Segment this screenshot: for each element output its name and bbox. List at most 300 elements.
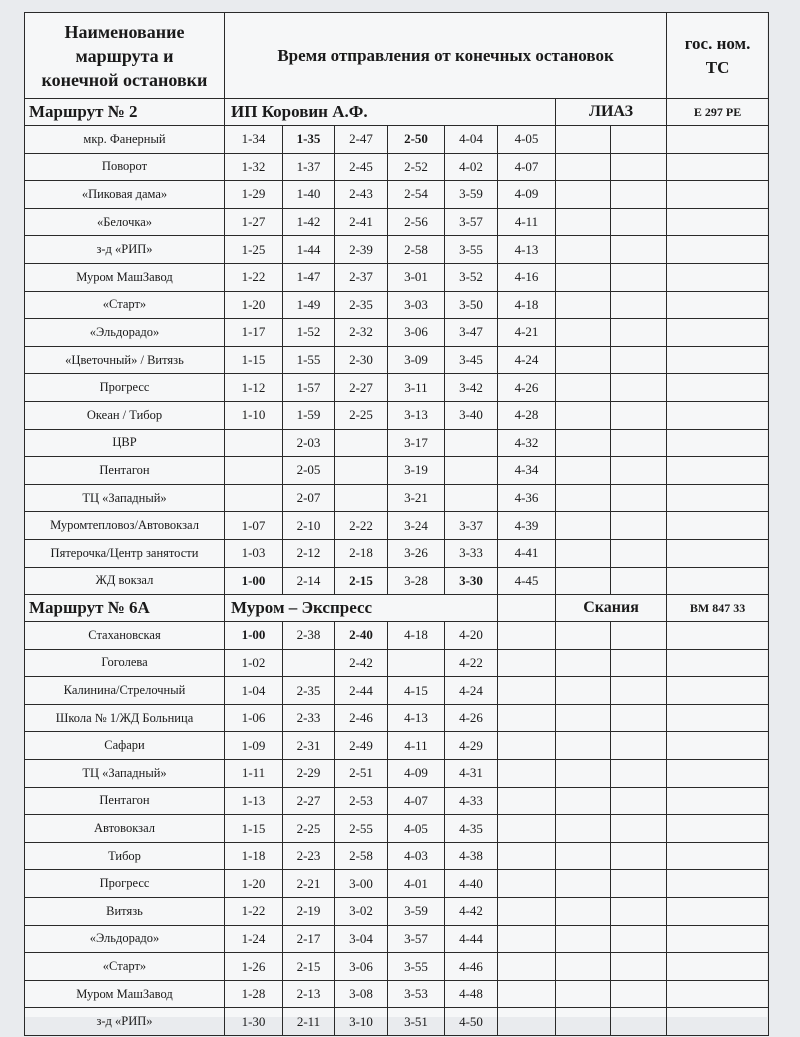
departure-time: 4-11 <box>498 208 556 236</box>
departure-time: 1-09 <box>225 732 283 760</box>
departure-time: 3-55 <box>388 953 445 981</box>
departure-time: 1-11 <box>225 760 283 788</box>
header-route-name: Наименование маршрута и конечной остановки <box>25 13 225 99</box>
plate-cell <box>667 539 769 567</box>
table-row <box>25 980 769 1008</box>
route-6a-carrier: Муром – Экспресс <box>225 595 498 622</box>
departure-time: 1-20 <box>225 291 283 319</box>
departure-time: 1-40 <box>283 181 335 209</box>
departure-time: 1-02 <box>225 649 283 677</box>
departure-time: 3-06 <box>335 953 388 981</box>
departure-time: 2-13 <box>283 980 335 1008</box>
empty-cell <box>611 539 667 567</box>
departure-time <box>335 457 388 485</box>
empty-cell <box>611 374 667 402</box>
departure-time: 3-11 <box>388 374 445 402</box>
empty-cell <box>611 815 667 843</box>
empty-cell <box>611 429 667 457</box>
empty-cell <box>498 677 556 705</box>
empty-cell <box>611 346 667 374</box>
departure-time: 2-35 <box>283 677 335 705</box>
departure-time: 4-46 <box>445 953 498 981</box>
plate-cell <box>667 842 769 870</box>
departure-time: 4-05 <box>498 126 556 154</box>
empty-cell <box>556 732 611 760</box>
empty-cell <box>556 181 611 209</box>
route-6a-header <box>25 595 769 622</box>
plate-cell <box>667 925 769 953</box>
departure-time: 4-11 <box>388 732 445 760</box>
table-row <box>25 181 769 209</box>
departure-time: 4-18 <box>498 291 556 319</box>
plate-cell <box>667 870 769 898</box>
departure-time: 1-35 <box>283 126 335 154</box>
departure-time: 3-08 <box>335 980 388 1008</box>
departure-time: 1-37 <box>283 153 335 181</box>
empty-cell <box>498 622 556 650</box>
table-row <box>25 153 769 181</box>
departure-time: 1-27 <box>225 208 283 236</box>
table-row <box>25 374 769 402</box>
empty-cell <box>611 1008 667 1036</box>
departure-time: 2-05 <box>283 457 335 485</box>
departure-time: 2-44 <box>335 677 388 705</box>
plate-cell <box>667 374 769 402</box>
departure-time <box>335 484 388 512</box>
empty-cell <box>556 704 611 732</box>
departure-time <box>225 429 283 457</box>
departure-time: 2-33 <box>283 704 335 732</box>
departure-time: 2-25 <box>335 401 388 429</box>
table-row <box>25 704 769 732</box>
departure-time: 3-42 <box>445 374 498 402</box>
empty-cell <box>611 512 667 540</box>
stop-name: Стахановская <box>25 622 225 650</box>
departure-time: 3-02 <box>335 898 388 926</box>
departure-time: 4-07 <box>498 153 556 181</box>
stop-name: Пентагон <box>25 457 225 485</box>
table-row <box>25 925 769 953</box>
departure-time <box>225 484 283 512</box>
departure-time: 3-51 <box>388 1008 445 1036</box>
departure-time: 4-21 <box>498 319 556 347</box>
plate-cell <box>667 208 769 236</box>
table-row <box>25 429 769 457</box>
departure-time: 2-27 <box>335 374 388 402</box>
plate-cell <box>667 181 769 209</box>
plate-cell <box>667 429 769 457</box>
departure-time: 4-02 <box>445 153 498 181</box>
stop-name: «Эльдорадо» <box>25 925 225 953</box>
stop-name: «Эльдорадо» <box>25 319 225 347</box>
departure-time: 1-20 <box>225 870 283 898</box>
table-row <box>25 815 769 843</box>
departure-time: 1-44 <box>283 236 335 264</box>
departure-time: 3-53 <box>388 980 445 1008</box>
empty-cell <box>611 732 667 760</box>
departure-time: 2-45 <box>335 153 388 181</box>
stop-name: Сафари <box>25 732 225 760</box>
stop-name: Пентагон <box>25 787 225 815</box>
departure-time: 2-50 <box>388 126 445 154</box>
route-6a-name: Маршрут № 6А <box>25 595 225 622</box>
departure-time: 3-19 <box>388 457 445 485</box>
departure-time: 1-55 <box>283 346 335 374</box>
table-row <box>25 622 769 650</box>
plate-cell <box>667 126 769 154</box>
empty-cell <box>611 677 667 705</box>
stop-name: Муром МашЗавод <box>25 980 225 1008</box>
empty-cell <box>556 925 611 953</box>
table-row <box>25 1008 769 1036</box>
departure-time: 2-51 <box>335 760 388 788</box>
empty-cell <box>498 760 556 788</box>
departure-time: 2-27 <box>283 787 335 815</box>
departure-time: 2-54 <box>388 181 445 209</box>
table-row <box>25 208 769 236</box>
stop-name: Пятерочка/Центр занятости <box>25 539 225 567</box>
plate-cell <box>667 649 769 677</box>
stop-name: Прогресс <box>25 870 225 898</box>
departure-time: 2-10 <box>283 512 335 540</box>
departure-time: 2-58 <box>388 236 445 264</box>
table-row <box>25 319 769 347</box>
departure-time: 4-18 <box>388 622 445 650</box>
stop-name: «Белочка» <box>25 208 225 236</box>
departure-time: 2-22 <box>335 512 388 540</box>
stop-name: мкр. Фанерный <box>25 126 225 154</box>
header-departure-time: Время отправления от конечных остановок <box>225 13 667 99</box>
departure-time <box>445 429 498 457</box>
stop-name: ЖД вокзал <box>25 567 225 595</box>
empty-cell <box>556 760 611 788</box>
departure-time: 1-24 <box>225 925 283 953</box>
empty-cell <box>611 126 667 154</box>
departure-time <box>445 457 498 485</box>
empty-cell <box>611 622 667 650</box>
table-row <box>25 539 769 567</box>
departure-time: 1-04 <box>225 677 283 705</box>
empty-cell <box>611 760 667 788</box>
empty-cell <box>611 953 667 981</box>
departure-time: 1-07 <box>225 512 283 540</box>
stop-name: «Старт» <box>25 291 225 319</box>
empty-cell <box>556 842 611 870</box>
departure-time: 1-49 <box>283 291 335 319</box>
departure-time: 1-12 <box>225 374 283 402</box>
departure-time: 1-18 <box>225 842 283 870</box>
stop-name: Муромтепловоз/Автовокзал <box>25 512 225 540</box>
empty-cell <box>611 263 667 291</box>
plate-cell <box>667 815 769 843</box>
departure-time: 4-05 <box>388 815 445 843</box>
departure-time: 3-59 <box>445 181 498 209</box>
stop-name: Калинина/Стрелочный <box>25 677 225 705</box>
empty-cell <box>498 980 556 1008</box>
departure-time: 3-40 <box>445 401 498 429</box>
departure-time: 1-13 <box>225 787 283 815</box>
departure-time: 1-47 <box>283 263 335 291</box>
empty-cell <box>498 953 556 981</box>
departure-time: 2-42 <box>335 649 388 677</box>
stop-name: Тибор <box>25 842 225 870</box>
empty-cell <box>556 567 611 595</box>
empty-cell <box>498 732 556 760</box>
table-row <box>25 567 769 595</box>
departure-time: 1-06 <box>225 704 283 732</box>
empty-cell <box>611 704 667 732</box>
empty-cell <box>556 401 611 429</box>
empty-cell <box>556 512 611 540</box>
empty-cell <box>611 457 667 485</box>
departure-time: 2-46 <box>335 704 388 732</box>
departure-time: 3-00 <box>335 870 388 898</box>
departure-time: 2-14 <box>283 567 335 595</box>
departure-time: 4-16 <box>498 263 556 291</box>
plate-cell <box>667 980 769 1008</box>
departure-time: 2-23 <box>283 842 335 870</box>
route-2-carrier: ИП Коровин А.Ф. <box>225 99 556 126</box>
empty-cell <box>611 567 667 595</box>
departure-time: 1-29 <box>225 181 283 209</box>
schedule-table <box>24 12 769 1036</box>
departure-time: 2-53 <box>335 787 388 815</box>
departure-time: 3-57 <box>445 208 498 236</box>
plate-cell <box>667 512 769 540</box>
departure-time: 4-07 <box>388 787 445 815</box>
empty-cell <box>498 704 556 732</box>
departure-time: 3-09 <box>388 346 445 374</box>
departure-time: 1-28 <box>225 980 283 1008</box>
departure-time: 2-15 <box>283 953 335 981</box>
empty-cell <box>556 484 611 512</box>
empty-cell <box>556 374 611 402</box>
empty-cell <box>498 925 556 953</box>
departure-time: 4-13 <box>388 704 445 732</box>
departure-time: 3-26 <box>388 539 445 567</box>
departure-time: 3-57 <box>388 925 445 953</box>
empty-cell <box>611 319 667 347</box>
empty-cell <box>611 208 667 236</box>
departure-time: 4-09 <box>388 760 445 788</box>
departure-time: 2-49 <box>335 732 388 760</box>
empty-cell <box>556 291 611 319</box>
departure-time: 1-30 <box>225 1008 283 1036</box>
departure-time: 2-15 <box>335 567 388 595</box>
table-row <box>25 236 769 264</box>
departure-time: 4-40 <box>445 870 498 898</box>
stop-name: Витязь <box>25 898 225 926</box>
departure-time: 4-20 <box>445 622 498 650</box>
departure-time: 4-45 <box>498 567 556 595</box>
departure-time: 4-24 <box>445 677 498 705</box>
departure-time: 4-33 <box>445 787 498 815</box>
table-row <box>25 512 769 540</box>
stop-name: Океан / Тибор <box>25 401 225 429</box>
stop-name: ТЦ «Западный» <box>25 484 225 512</box>
departure-time <box>283 649 335 677</box>
empty-cell <box>556 953 611 981</box>
departure-time: 2-43 <box>335 181 388 209</box>
departure-time: 3-13 <box>388 401 445 429</box>
stop-name: ЦВР <box>25 429 225 457</box>
departure-time: 2-40 <box>335 622 388 650</box>
departure-time: 3-52 <box>445 263 498 291</box>
empty-cell <box>556 898 611 926</box>
empty-cell <box>498 870 556 898</box>
table-row <box>25 649 769 677</box>
departure-time: 1-10 <box>225 401 283 429</box>
departure-time: 2-37 <box>335 263 388 291</box>
empty-cell <box>611 401 667 429</box>
empty-cell <box>611 898 667 926</box>
departure-time: 2-21 <box>283 870 335 898</box>
stop-name: Гоголева <box>25 649 225 677</box>
departure-time: 2-03 <box>283 429 335 457</box>
empty-cell <box>498 815 556 843</box>
departure-time: 4-15 <box>388 677 445 705</box>
empty-cell <box>556 787 611 815</box>
plate-cell <box>667 236 769 264</box>
departure-time: 3-45 <box>445 346 498 374</box>
empty-cell <box>611 484 667 512</box>
departure-time: 1-22 <box>225 898 283 926</box>
table-row <box>25 842 769 870</box>
departure-time: 3-17 <box>388 429 445 457</box>
stop-name: «Старт» <box>25 953 225 981</box>
plate-cell <box>667 401 769 429</box>
departure-time: 1-03 <box>225 539 283 567</box>
departure-time: 2-25 <box>283 815 335 843</box>
departure-time: 3-04 <box>335 925 388 953</box>
empty-cell <box>556 153 611 181</box>
empty-cell <box>556 457 611 485</box>
empty-cell <box>498 898 556 926</box>
departure-time: 4-34 <box>498 457 556 485</box>
departure-time: 1-59 <box>283 401 335 429</box>
table-row <box>25 732 769 760</box>
departure-time: 4-50 <box>445 1008 498 1036</box>
departure-time: 3-10 <box>335 1008 388 1036</box>
plate-cell <box>667 622 769 650</box>
departure-time: 3-50 <box>445 291 498 319</box>
departure-time: 2-19 <box>283 898 335 926</box>
stop-name: Школа № 1/ЖД Больница <box>25 704 225 732</box>
departure-time: 2-11 <box>283 1008 335 1036</box>
departure-time <box>388 649 445 677</box>
plate-cell <box>667 760 769 788</box>
stop-name: Поворот <box>25 153 225 181</box>
table-row <box>25 898 769 926</box>
departure-time: 3-33 <box>445 539 498 567</box>
empty-cell <box>498 595 556 622</box>
plate-cell <box>667 677 769 705</box>
empty-cell <box>611 842 667 870</box>
stop-name: ТЦ «Западный» <box>25 760 225 788</box>
route-2-name: Маршрут № 2 <box>25 99 225 126</box>
plate-cell <box>667 263 769 291</box>
stop-name: з-д «РИП» <box>25 1008 225 1036</box>
empty-cell <box>556 815 611 843</box>
departure-time: 2-29 <box>283 760 335 788</box>
empty-cell <box>556 870 611 898</box>
departure-time: 2-58 <box>335 842 388 870</box>
empty-cell <box>556 539 611 567</box>
route-2-bus-model: ЛИАЗ <box>556 99 667 126</box>
plate-cell <box>667 319 769 347</box>
departure-time: 1-00 <box>225 567 283 595</box>
departure-time: 2-52 <box>388 153 445 181</box>
stop-name: з-д «РИП» <box>25 236 225 264</box>
departure-time: 3-06 <box>388 319 445 347</box>
table-row <box>25 457 769 485</box>
departure-time: 2-39 <box>335 236 388 264</box>
empty-cell <box>498 842 556 870</box>
departure-time: 1-34 <box>225 126 283 154</box>
departure-time: 2-55 <box>335 815 388 843</box>
departure-time: 3-37 <box>445 512 498 540</box>
departure-time: 4-03 <box>388 842 445 870</box>
plate-cell <box>667 291 769 319</box>
plate-cell <box>667 704 769 732</box>
departure-time: 2-31 <box>283 732 335 760</box>
route-6a-bus-model: Скания <box>556 595 667 622</box>
route-6a-plate: ВМ 847 33 <box>667 595 769 622</box>
departure-time: 3-59 <box>388 898 445 926</box>
departure-time: 3-47 <box>445 319 498 347</box>
departure-time: 4-42 <box>445 898 498 926</box>
departure-time: 4-35 <box>445 815 498 843</box>
departure-time: 4-13 <box>498 236 556 264</box>
route-2-plate: Е 297 РЕ <box>667 99 769 126</box>
departure-time: 1-15 <box>225 815 283 843</box>
table-row <box>25 263 769 291</box>
plate-cell <box>667 484 769 512</box>
table-row <box>25 953 769 981</box>
departure-time <box>445 484 498 512</box>
departure-time <box>335 429 388 457</box>
departure-time: 3-03 <box>388 291 445 319</box>
plate-cell <box>667 953 769 981</box>
departure-time: 1-22 <box>225 263 283 291</box>
schedule-sheet <box>24 12 767 1029</box>
departure-time: 4-41 <box>498 539 556 567</box>
empty-cell <box>556 622 611 650</box>
departure-time: 4-26 <box>498 374 556 402</box>
plate-cell <box>667 153 769 181</box>
departure-time: 3-28 <box>388 567 445 595</box>
empty-cell <box>611 925 667 953</box>
stop-name: Прогресс <box>25 374 225 402</box>
empty-cell <box>556 126 611 154</box>
empty-cell <box>556 346 611 374</box>
empty-cell <box>556 980 611 1008</box>
stop-name: «Цветочный» / Витязь <box>25 346 225 374</box>
departure-time: 4-26 <box>445 704 498 732</box>
table-row <box>25 870 769 898</box>
table-row <box>25 401 769 429</box>
departure-time: 4-29 <box>445 732 498 760</box>
plate-cell <box>667 567 769 595</box>
departure-time: 3-21 <box>388 484 445 512</box>
empty-cell <box>556 1008 611 1036</box>
departure-time: 1-42 <box>283 208 335 236</box>
table-row <box>25 760 769 788</box>
departure-time: 4-04 <box>445 126 498 154</box>
departure-time: 3-01 <box>388 263 445 291</box>
departure-time: 2-30 <box>335 346 388 374</box>
table-row <box>25 484 769 512</box>
